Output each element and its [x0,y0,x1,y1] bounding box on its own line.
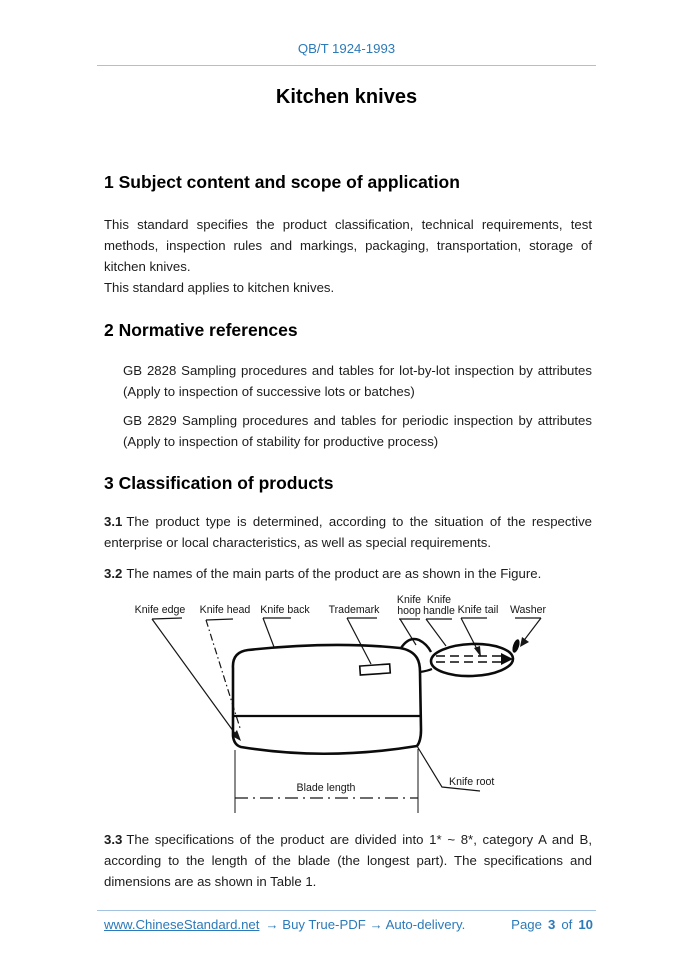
figure-label-knife-hoop-line2: hoop [397,605,421,617]
clause-3-1 [104,512,592,554]
clause-3-2-number: 3.2 [104,566,123,581]
normative-reference-gb2829: GB 2829 Sampling procedures and tables for periodic inspection by attributes (Apply to inspection of stability for productive process) [123,413,592,449]
section-1-paragraph-1: This standard specifies the product classification, technical requirements, test methods, inspection rules and markings, packaging, transportation, storage of kitchen knives. [104,217,592,274]
header-rule [97,65,596,66]
leader-knife-head-diagonal [206,620,240,728]
blade-outline [233,645,421,754]
page-label: Page [511,917,542,932]
page-number: 3 [547,917,556,932]
leader-knife-edge-diagonal [152,619,239,739]
leader-knife-back-diagonal [263,618,274,647]
document-title: Kitchen knives [275,86,418,108]
figure-label-knife-back: Knife back [260,604,310,616]
figure-label-knife-tail: Knife tail [457,604,499,616]
footer-left [104,917,465,932]
leader-knife-edge-horizontal [152,618,182,619]
clause-3-3-text: The specifications of the product are divided into 1* ~ 8*, category A and B, according to the length of the blade (the longest part). The specifications and dimensions are as shown in Table 1. [104,832,592,889]
page-indicator [511,917,593,932]
page-of-label: of [561,917,573,932]
figure-label-knife-handle-line1: Knife [426,594,452,606]
clause-3-2 [104,564,592,585]
figure-label-knife-handle-line2: handle [423,605,455,617]
knife-parts-figure [120,590,580,828]
header-doc-number: QB/T 1924-1993 [297,41,396,56]
arrowhead-washer [520,637,529,647]
section-3-heading: 3 Classification of products [104,473,334,493]
footer-website-link[interactable]: www.ChineseStandard.net [104,917,260,932]
figure-label-knife-edge: Knife edge [134,604,186,616]
page-total: 10 [578,917,593,932]
washer-mark [511,638,521,653]
leader-knife-handle-diagonal [426,619,446,646]
section-2-heading: 2 Normative references [104,320,298,340]
neck-bottom-line [420,669,432,672]
figure-label-washer: Washer [509,604,547,616]
leader-knife-head-horizontal [206,619,233,620]
footer-tagline: → Buy True-PDF → Auto-delivery. [265,917,466,932]
clause-3-3-number: 3.3 [104,832,123,847]
figure-label-knife-hoop-line1: Knife [396,594,422,606]
leader-trademark-diagonal [347,618,371,664]
knife-diagram [120,590,580,828]
section-1-heading: 1 Subject content and scope of application [104,172,460,192]
clause-3-2-text: The names of the main parts of the product are as shown in the Figure. [126,566,542,581]
figure-label-blade-length: Blade length [296,782,356,794]
clause-3-3 [104,830,592,892]
figure-label-knife-root: Knife root [449,776,495,788]
figure-label-knife-head: Knife head [199,604,251,616]
clause-3-1-text: The product type is determined, according to the situation of the respective enterprise or local characteristics, as well as special requirements. [104,514,592,550]
footer [104,917,593,932]
footer-rule [97,910,596,911]
clause-3-1-number: 3.1 [104,514,123,529]
figure-label-trademark: Trademark [328,604,380,616]
normative-reference-gb2828: GB 2828 Sampling procedures and tables for lot-by-lot inspection by attributes (Apply to inspection of successive lots or batches) [123,363,592,399]
trademark-rect [360,664,391,675]
section-1-paragraph-2: This standard applies to kitchen knives. [104,280,335,295]
